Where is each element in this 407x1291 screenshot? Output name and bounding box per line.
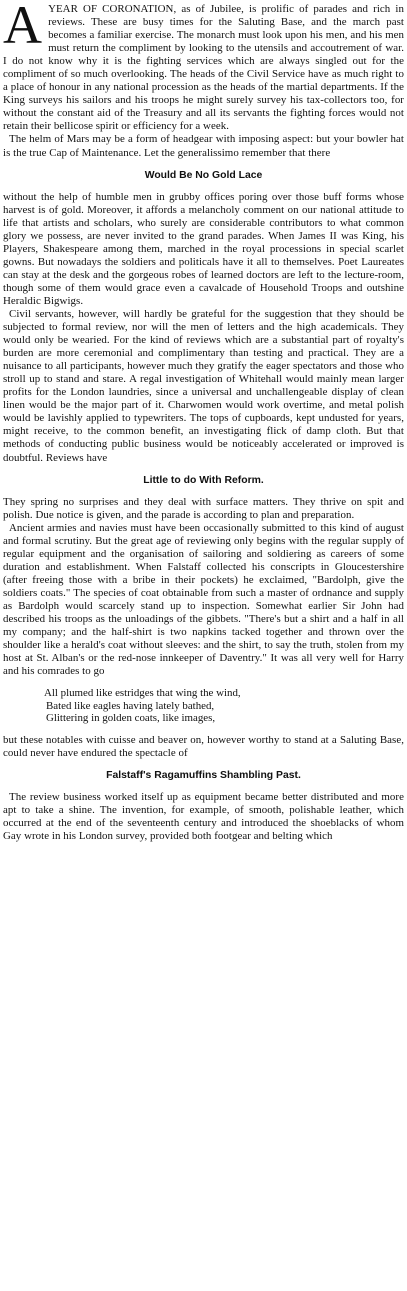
- body-paragraph: The review business worked itself up as equipment became better distributed and more apt to take a shine. The invention, for example, of smooth, polishable leather, which occurred at the end of the seventeenth century and introduced the shoeblacks of whom Gay wrote in his London survey, provided both footgear and belting which: [3, 791, 404, 843]
- body-paragraph: without the help of humble men in grubby offices poring over those buff forms whose harvest is of gold. Moreover, it affords a melancholy comment on our national attitude to life that artists and scholars, who surely are considerable contributors to what common glory we possess, are never invited to the grand parades. When James II was King, his Players, Shakespeare among them, marched in the royal processions in special scarlet gowns. But nowadays the soldiers and politicals have it all to themselves. Poet Laureates can stay at the desk and the gorgeous robes of learned doctors are left to the lecture-room, though some of them would grace even a cavalcade of Household Troops and outshine Heraldic Bigwigs.: [3, 190, 404, 307]
- drop-cap: A: [3, 3, 43, 55]
- body-paragraph: Ancient armies and navies must have been occasionally submitted to this kind of august and formal scrutiny. But the great age of reviewing only begins with the regular supply of regular equipment and the organisation of sailoring and soldiering as careers of some duration and establishment. When Falstaff collected his conscripts in Gloucestershire (after freeing those with a bribe in their pockets) he exclaimed, "Bardolph, give the soldiers coats." The species of coat obtainable from such a master of ordnance and supply as Bardolph would scarcely stand up to inspection. Somewhat earlier Sir John had described his troops as the unloadings of the gibbets. "There's but a shirt and a half in all my company; and the half-shirt is two napkins tacked together and thrown over the shoulder like a herald's coat without sleeves: and the shirt, to say the truth, stolen from my host at St. Alban's or the red-nose innkeeper of Daventry." It was all very well for Harry and his comrades to go: [3, 521, 404, 678]
- verse-line: Glittering in golden coats, like images,: [46, 712, 216, 725]
- verse-line: Bated like eagles having lately bathed,: [46, 699, 215, 712]
- verse-quotation: [44, 687, 404, 725]
- opening-paragraph: [3, 3, 404, 133]
- section-reform: [3, 474, 404, 761]
- verse-line: All plumed like estridges that wing the wind,: [44, 687, 241, 700]
- body-paragraph: Civil servants, however, will hardly be grateful for the suggestion that they should be subjected to formal review, nor will the men of letters and the high academicals. They would only be wearied. For the kind of reviews which are a substantial part of royalty's burden are more ceremonial and complimentary than testing and practical. They are a nuisance to all participants, however much they gratify the eager spectators and those who stroll up to stand and stare. A regal investigation of Whitehall would mainly mean larger profits for the London laundries, since a universal and unchallengeable display of clean linen would be the major part of it. Charwomen would work overtime, and metal polish would be lavishly applied to typewriters. The tops of cupboards, kept undusted for years, might receive, to the common benefit, an investigating flick of damp cloth. But that methods of conducting public business would be noticeably accelerated or improved is doubtful. Reviews have: [3, 307, 404, 464]
- section-heading: Falstaff's Ragamuffins Shambling Past.: [106, 770, 301, 782]
- body-paragraph: but these notables with cuisse and beaver on, however worthy to stand at a Saluting Base, could never have endured the spectacle of: [3, 733, 404, 760]
- section-ragamuffins: [3, 769, 404, 843]
- section-heading: Would Be No Gold Lace: [144, 169, 263, 181]
- section-gold-lace: [3, 169, 404, 465]
- intro-paragraph: The helm of Mars may be a form of headgear with imposing aspect: but your bowler hat is the true Cap of Maintenance. Let the generalissimo remember that there: [3, 133, 404, 159]
- section-heading: Little to do With Reform.: [143, 474, 264, 486]
- body-paragraph: They spring no surprises and they deal with surface matters. They thrive on spit and polish. Due notice is given, and the parade is according to plan and preparation.: [3, 495, 404, 521]
- intro-section: [3, 3, 404, 160]
- opening-text: YEAR OF CORONATION, as of Jubilee, is prolific of parades and rich in reviews. These are busy times for the Saluting Base, and the march past becomes a familiar exercise. The monarch must look upon his men, and his men must return the compliment by looking to the utensils and accoutrement of war. I do not know why it is the fighting services which are always singled out for the compliment of so much overlooking. The heads of the Civil Service have as much right to a place of honour in any national procession as the heads of the martial departments. If the King surveys his sailors and his troops he might surely survey his tax-collectors too, for without the constant aid of the Treasury and all its servants the fighting forces would not retain their bellicose spirit or efficiency for a week.: [3, 3, 404, 133]
- newspaper-article: [3, 3, 404, 1289]
